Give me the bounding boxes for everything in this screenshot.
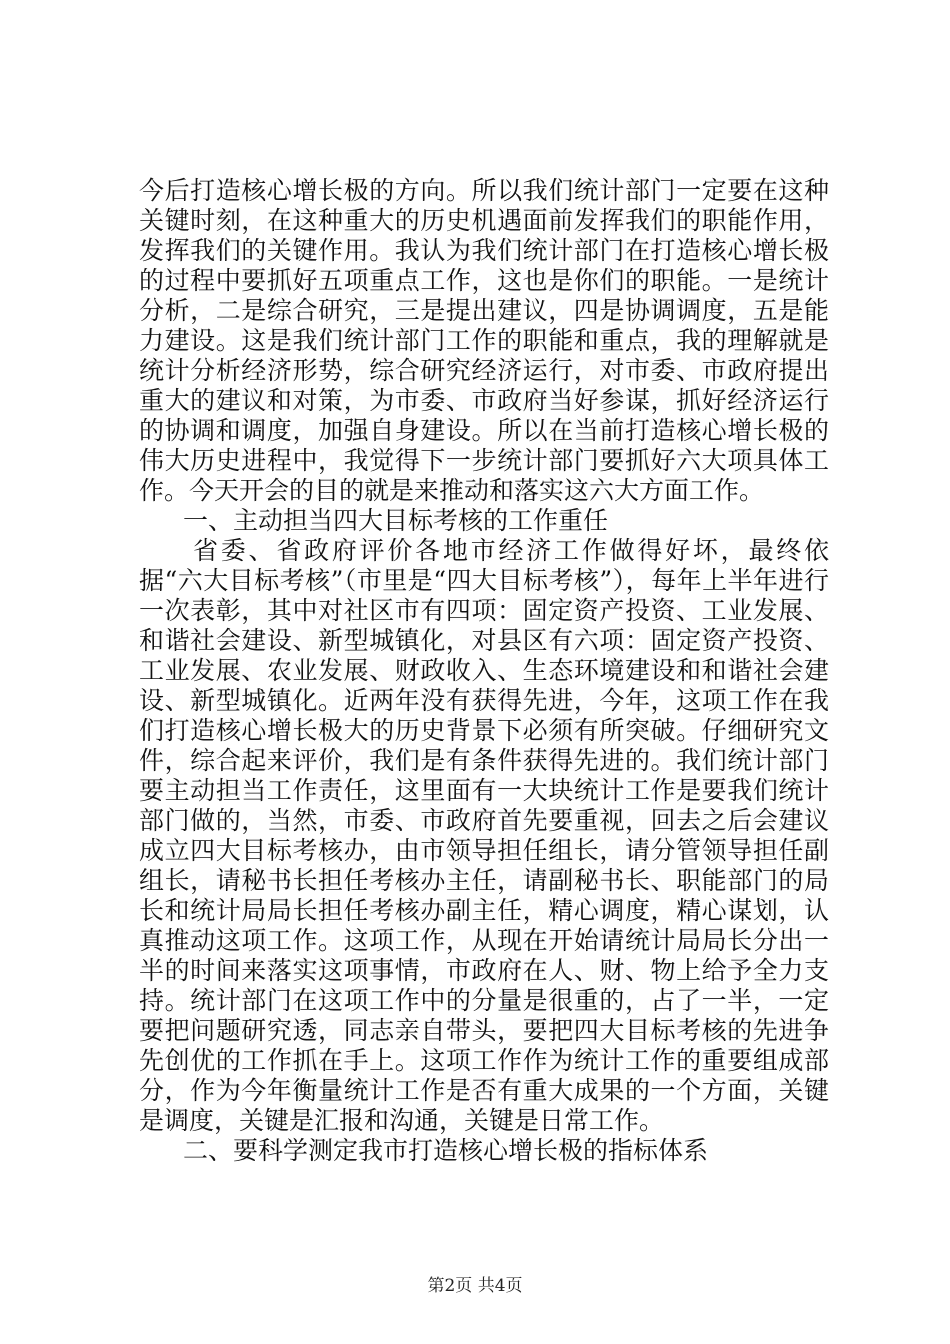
page-number-footer: 第2页 共4页	[427, 1276, 523, 1296]
paragraph-section-1: 省委、省政府评价各地市经济工作做得好坏，最终依据“六大目标考核”（市里是“四大目标考核”），每年上半年进行一次表彰，其中对社区市有四项：固定资产投资、工业发展、和谐社会建设、新型城镇化，对县区有六项：固定资产投资、工业发展、农业发展、财政收入、生态环境建设和和谐社会建设、新型城镇化。近两年没有获得先进，今年，这项工作在我们打造核心增长极大的历史背景下必须有所突破。仔细研究文件，综合起来评价，我们是有条件获得先进的。我们统计部门要主动担当工作责任，这里面有一大块统计工作是要我们统计部门做的，当然，市委、市政府首先要重视，回去之后会建议成立四大目标考核办，由市领导担任组长，请分管领导担任副组长，请秘书长担任考核办主任，请副秘书长、职能部门的局长和统计局局长担任考核办副主任，精心调度，精心谋划，认真推动这项工作。这项工作，从现在开始请统计局局长分出一半的时间来落实这项事情，市政府在人、财、物上给予全力支持。统计部门在这项工作中的分量是很重的，占了一半，一定要把问题研究透，同志亲自带头，要把四大目标考核的先进争先创优的工作抓在手上。这项工作作为统计工作的重要组成部分，作为今年衡量统计工作是否有重大成果的一个方面，关键是调度，关键是汇报和沟通，关键是日常工作。	[139, 536, 829, 1135]
paragraph-intro: 今后打造核心增长极的方向。所以我们统计部门一定要在这种关键时刻，在这种重大的历史机遇面前发挥我们的职能作用，发挥我们的关键作用。我认为我们统计部门在打造核心增长极的过程中要抓好五项重点工作，这也是你们的职能。一是统计分析，二是综合研究，三是提出建议，四是协调调度，五是能力建设。这是我们统计部门工作的职能和重点，我的理解就是统计分析经济形势，综合研究经济运行，对市委、市政府提出重大的建议和对策，为市委、市政府当好参谋，抓好经济运行的协调和调度，加强自身建设。所以在当前打造核心增长极的伟大历史进程中，我觉得下一步统计部门要抓好六大项具体工作。今天开会的目的就是来推动和落实这六大方面工作。	[139, 176, 829, 505]
section-heading-1: 一、主动担当四大目标考核的工作重任	[183, 506, 609, 535]
section-heading-2: 二、要科学测定我市打造核心增长极的指标体系	[183, 1136, 709, 1165]
document-body	[139, 176, 829, 1166]
